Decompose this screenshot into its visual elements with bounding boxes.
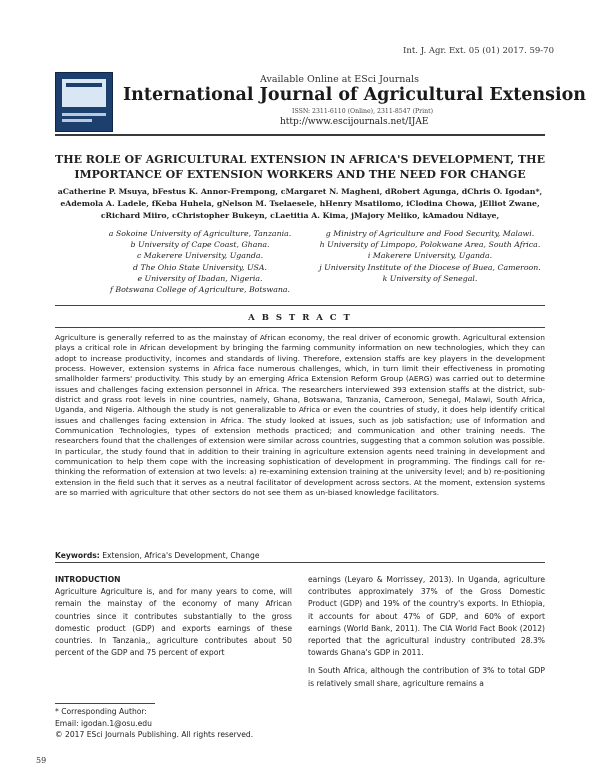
affiliation: k University of Senegal. — [382, 273, 478, 283]
journal-title: International Journal of Agricultural Extension — [123, 85, 587, 105]
issn-text: ISSN: 2311-6110 (Online), 2311-8547 (Print) — [292, 108, 433, 115]
corresponding-email[interactable]: Email: igodan.1@osu.edu — [55, 718, 152, 728]
authors-line: aCatherine P. Msuya, bFestus K. Annor-Frempong, cMargaret N. Magheni, dRobert Agunga, dChris O. Igodan*, — [57, 187, 543, 196]
affiliation: g Ministry of Agriculture and Food Security, Malawi. — [325, 229, 535, 238]
authors-line: eAdemola A. Ladele, fKeba Huhela, gNelson M. Tselaesele, hHenry Msatilomo, iClodina Chowa, jElliot Zwane, — [60, 199, 540, 208]
affiliation: f Botswana College of Agriculture, Botswana. — [109, 285, 290, 295]
keywords-text: Extension, Africa's Development, Change — [102, 551, 260, 560]
header-divider — [55, 134, 545, 136]
affiliation: b University of Cape Coast, Ghana. — [130, 240, 270, 250]
affiliation: a Sokoine University of Agriculture, Tanzania. — [108, 229, 292, 238]
authors-line: cRichard Miiro, cChristopher Bukeyn, cLaetitia A. Kima, jMajory Meliko, kAmadou Ndiaye, — [100, 211, 500, 220]
author-list — [40, 186, 560, 222]
journal-cover-image — [55, 72, 113, 132]
journal-banner — [55, 72, 587, 132]
abstract-text: Agriculture is generally referred to as the mainstay of African economy, the real driver of economic growth. Agricultural extension plays a critical role in African development by bringing the farming community information on new technologies, which they can adopt to increase productivity, incomes and standards of living. Therefore, extension staffs are key players in the development process. However, extension systems in Africa face numerous challenges, which, in turn limit their effectiveness in promoting smallholder farmers' productivity. This study by an emerging Africa Extension Reform Group (AERG) was carried out to determine issues and challenges facing extension personnel in Africa. The researchers interviewed 393 extension staffs at the district, sub-district and grass root levels in nine countries, namely, Ghana, Botswana, Tanzania, Cameroon, Senegal, Malawi, South Africa, Uganda, and Nigeria. Although the study is not generalizable to Africa or even the countries of study, it does help identify critical issues and challenges facing extension in Africa. The study looked at issues, such as job satisfaction; use of Information and Communication Technologies, types of extension methods practiced; and communication and other training needs. The researchers found that the challenges of extension were similar across countries, suggesting that a common solution was possible. In particular, the study found that in addition to their training in agriculture extension agents need training in development and communication to help them cope with the increasing sophistication of development in programming. The findings call for re-thinking the reformation of extension at two levels: a) re-examining extension training at the university level; and b) re-positioning extension in the field such that it serves as a neutral facilitator of development across sectors. At the moment, extension systems are so married with agriculture that other sectors do not see them as un-biased knowledge facilitators. — [55, 333, 545, 498]
affiliation: e University of Ibadan, Nigeria. — [137, 273, 263, 283]
available-online-text: Available Online at ESci Journals — [260, 74, 419, 85]
affiliation: j University Institute of the Diocese of Buea, Cameroon. — [319, 262, 541, 272]
body-paragraph: earnings (Leyaro & Morrissey, 2013). In Uganda, agriculture contributes approximately 37% of the Gross Domestic Product (GDP) and 19% of the country's exports. In Ethiopia, it accounts for about 47% of GDP, and 60% of export earnings (World Bank, 2011). The CIA World Fact Book (2012) reported that the agricultural industry contributed 28.3% towards Ghana's GDP in 2011. — [308, 575, 545, 658]
copyright-notice: © 2017 ESci Journals Publishing. All rights reserved. — [55, 730, 254, 739]
journal-url[interactable]: http://www.escijournals.net/IJAE — [280, 117, 429, 127]
abstract-heading-divider — [55, 327, 545, 328]
abstract-top-divider — [55, 305, 545, 306]
journal-citation: Int. J. Agr. Ext. 05 (01) 2017. 59-70 — [403, 46, 554, 56]
affiliation: i Makerere University, Uganda. — [367, 251, 493, 261]
body-left-column — [55, 574, 292, 659]
keywords — [55, 551, 545, 560]
affiliations-left — [80, 228, 320, 295]
affiliation: c Makerere University, Uganda. — [136, 251, 264, 261]
body-paragraph: In South Africa, although the contribution of 3% to total GDP is relatively small share, agriculture remains a — [308, 666, 545, 688]
affiliation: d The Ohio State University, USA. — [132, 262, 268, 272]
keywords-label: Keywords: — [55, 551, 100, 560]
corresponding-author-label: * Corresponding Author: — [55, 707, 147, 716]
abstract-heading: A B S T R A C T — [248, 313, 352, 323]
paper-title: THE ROLE OF AGRICULTURAL EXTENSION IN AFRICA'S DEVELOPMENT, THE IMPORTANCE OF EXTENSION WORKERS AND THE NEED FOR CHANGE — [55, 153, 545, 181]
affiliation: h University of Limpopo, Polokwane Area, South Africa. — [319, 240, 541, 250]
section-heading-introduction: INTRODUCTION — [55, 575, 121, 584]
intro-paragraph: Agriculture Agriculture is, and for many years to come, will remain the mainstay of the economy of many African countries since it contributes substantially to the gross domestic product (GDP) and exports earnings of these countries. In Tanzania,, agriculture contributes about 50 percent of the GDP and 75 percent of export — [55, 587, 292, 658]
affiliations-right — [300, 228, 560, 284]
page-number: 59 — [36, 756, 47, 765]
body-right-column — [308, 574, 545, 690]
correspondence-footnote — [55, 706, 292, 741]
footnote-divider — [55, 703, 155, 704]
keywords-divider — [55, 562, 545, 563]
